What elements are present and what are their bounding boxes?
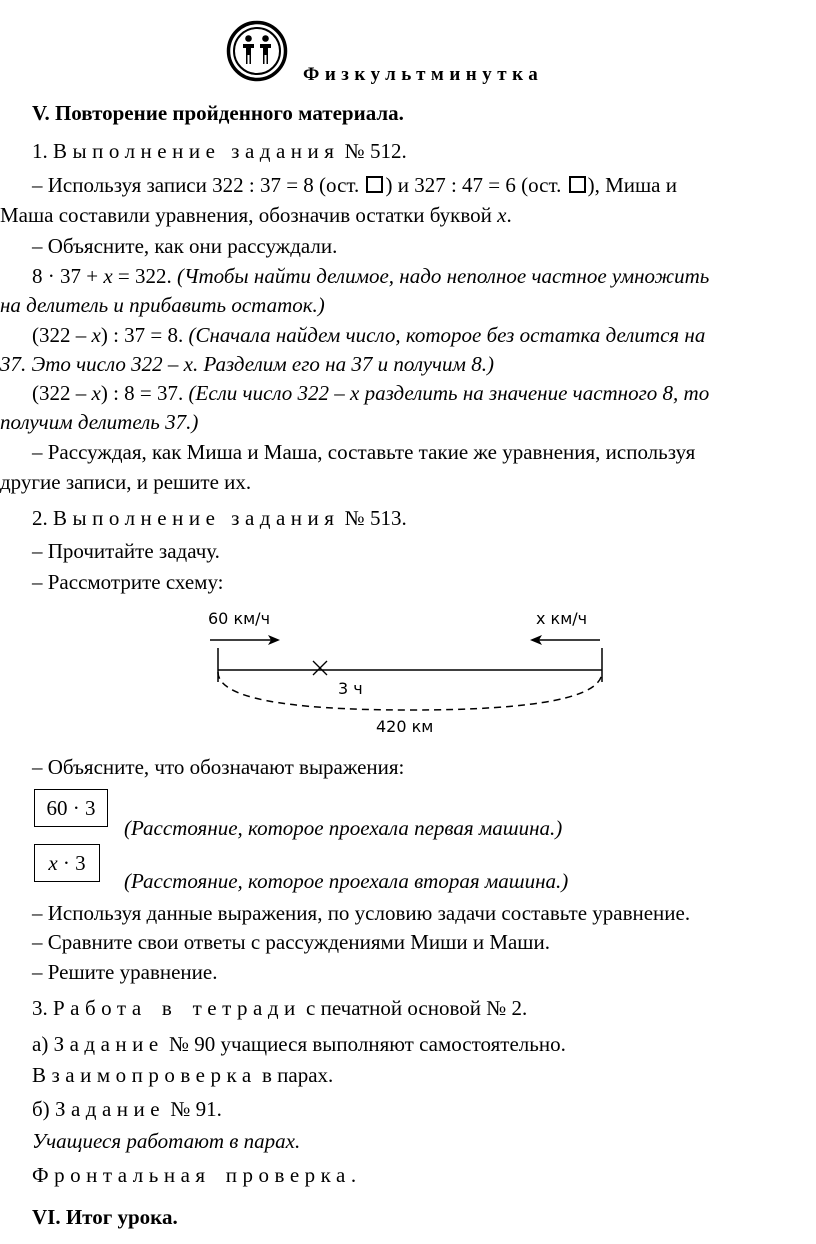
section-title: V. Повторение пройденного материала. — [32, 101, 404, 125]
paragraph: – Рассмотрите схему: — [32, 570, 224, 594]
task-label: проверка — [225, 1163, 351, 1187]
expression-box-1 — [34, 789, 108, 827]
task-label: Фронтальная — [32, 1163, 211, 1187]
item-label: в — [161, 996, 178, 1020]
speed-left-label: 60 км/ч — [208, 609, 271, 628]
empty-box-icon — [569, 176, 586, 193]
variable: x — [48, 850, 58, 875]
paragraph: – Объясните, как они рассуждали. — [32, 234, 338, 258]
note: (Сначала найдем число, которое без остатка делится на — [188, 323, 706, 347]
paragraph — [32, 173, 677, 198]
paragraph: – Решите уравнение. — [32, 960, 218, 984]
expression-text — [48, 851, 85, 876]
expression-note: (Расстояние, которое проехала вторая машина.) — [124, 869, 569, 893]
text: . — [350, 1163, 357, 1187]
paragraph-line: другие записи, и решите их. — [0, 470, 252, 494]
paragraph: – Рассуждая, как Миша и Маша, составьте такие же уравнения, используя — [32, 440, 696, 464]
text: · 3 — [57, 850, 86, 875]
task-a — [32, 1032, 566, 1057]
text: ) и 327 : 47 = 6 (ост. — [385, 173, 562, 197]
text: № 90 учащиеся выполняют самостоятельно. — [168, 1032, 566, 1056]
frontal-check — [32, 1163, 356, 1188]
item-2 — [32, 506, 407, 531]
text: ) : 37 = 8. — [100, 323, 189, 347]
text: . — [506, 203, 512, 227]
distance-label: 420 км — [376, 717, 434, 736]
note: (Если число 322 – x разделить на значение частного 8, то — [188, 381, 710, 405]
empty-box-icon — [366, 176, 383, 193]
speed-right-label: x км/ч — [536, 609, 588, 628]
item-label: тетради — [192, 996, 301, 1020]
text: ) : 8 = 37. — [100, 381, 189, 405]
text: – Используя записи 322 : 37 = 8 (ост. — [32, 173, 360, 197]
paragraph: – Используя данные выражения, по условию задачи составьте уравнение. — [32, 901, 691, 925]
text: 8 · 37 + — [32, 264, 104, 288]
note: (Чтобы найти делимое, надо неполное частное умножить — [177, 264, 710, 288]
mutual-check — [32, 1063, 333, 1088]
section-title: VI. Итог урока. — [32, 1205, 178, 1229]
equation-3 — [32, 381, 709, 406]
variable: x — [497, 203, 507, 227]
item-number: 3. — [32, 996, 48, 1020]
right-arrow-icon — [210, 635, 280, 645]
item-tail: № 513. — [344, 506, 407, 530]
motion-diagram — [180, 600, 640, 750]
equation-2 — [32, 323, 705, 348]
text: ), Миша и — [587, 173, 677, 197]
expression-note: (Расстояние, которое проехала первая машина.) — [124, 816, 563, 840]
text: б) — [32, 1097, 55, 1121]
note-line: на делитель и прибавить остаток.) — [0, 293, 325, 317]
text: в парах. — [256, 1063, 334, 1087]
text: (322 – — [32, 323, 92, 347]
paragraph: – Объясните, что обозначают выражения: — [32, 755, 405, 779]
expression-box-2 — [34, 844, 100, 882]
item-label: Выполнение задания — [53, 139, 340, 163]
time-label: 3 ч — [338, 679, 363, 698]
variable: x — [91, 323, 101, 347]
meeting-cross-icon — [313, 661, 327, 675]
paragraph: – Прочитайте задачу. — [32, 539, 220, 563]
fizkult-heading: Физкультминутка — [303, 64, 544, 85]
paragraph-line — [0, 203, 512, 228]
variable: x — [91, 381, 101, 405]
paragraph: Учащиеся работают в парах. — [32, 1129, 301, 1153]
text: а) — [32, 1032, 54, 1056]
text: Маша составили уравнения, обозначив остатки буквой — [0, 203, 498, 227]
task-b — [32, 1097, 222, 1122]
two-people-icon — [226, 20, 288, 82]
item-tail: с печатной основой № 2. — [300, 996, 528, 1020]
task-label: Задание — [53, 1032, 164, 1056]
item-1 — [32, 139, 407, 164]
left-arrow-icon — [530, 635, 600, 645]
item-number: 1. — [32, 139, 48, 163]
text: (322 – — [32, 381, 92, 405]
equation-1 — [32, 264, 709, 289]
paragraph: – Сравните свои ответы с рассуждениями Миши и Маши. — [32, 930, 550, 954]
item-3 — [32, 996, 527, 1021]
item-tail: № 512. — [344, 139, 407, 163]
task-label: Взаимопроверка — [32, 1063, 257, 1087]
item-label: Выполнение задания — [53, 506, 340, 530]
text: № 91. — [170, 1097, 222, 1121]
item-label: Работа — [53, 996, 147, 1020]
note-line: получим делитель 37.) — [0, 410, 199, 434]
text: = 322. — [112, 264, 178, 288]
item-number: 2. — [32, 506, 48, 530]
task-label: Задание — [54, 1097, 166, 1121]
expression-text: 60 · 3 — [46, 795, 96, 820]
note-line: 37. Это число 322 – x. Разделим его на 37 и получим 8.) — [0, 352, 494, 376]
variable: x — [103, 264, 113, 288]
distance-arc — [218, 672, 602, 710]
